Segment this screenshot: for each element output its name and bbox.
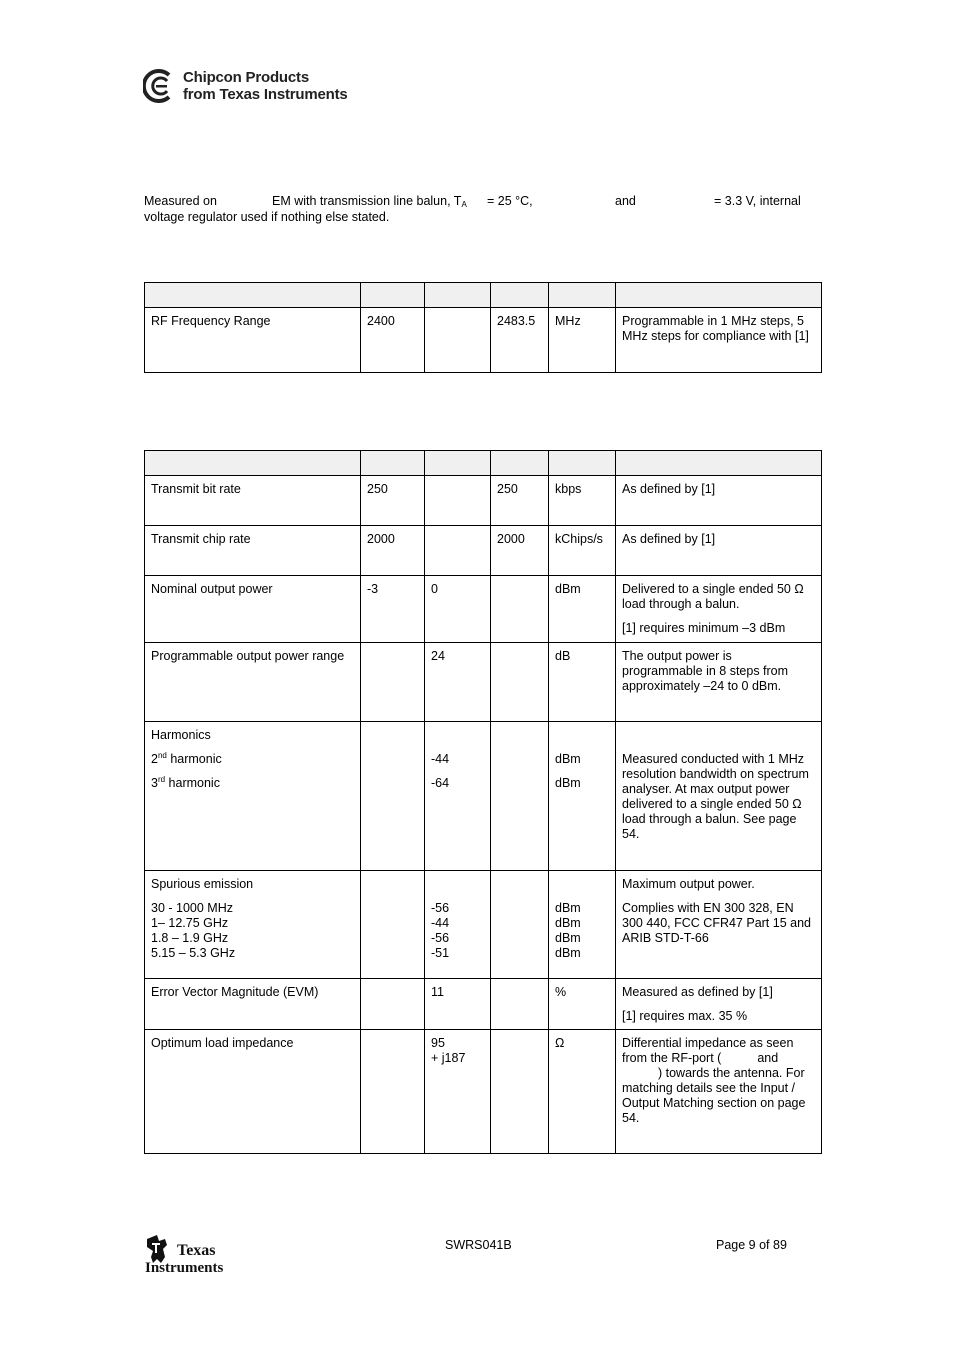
condition-cell bbox=[616, 979, 822, 1030]
condition-text: Measured conducted with 1 MHz resolution bandwidth on spectrum analyser. At max output power delivered to a single ended 50 Ω load through a balun. See page 54. bbox=[622, 752, 809, 841]
condition-text: Measured as defined by [1] bbox=[622, 985, 773, 999]
typ-cell bbox=[425, 476, 491, 526]
param-cell: Optimum load impedance bbox=[145, 1030, 361, 1154]
intro-paragraph bbox=[144, 193, 810, 225]
unit-cell: dBm bbox=[549, 576, 616, 643]
typ-cell: 11 bbox=[425, 979, 491, 1030]
condition-line1: Differential impedance as seen bbox=[622, 1036, 794, 1050]
table-row bbox=[145, 526, 822, 576]
typ-cell: 24 bbox=[425, 643, 491, 722]
logo-line2: from Texas Instruments bbox=[183, 86, 348, 103]
max-cell bbox=[491, 643, 549, 722]
param-cell: Error Vector Magnitude (EVM) bbox=[145, 979, 361, 1030]
min-cell bbox=[361, 1030, 425, 1154]
condition-cell: As defined by [1] bbox=[616, 526, 822, 576]
texas-instruments-logo bbox=[143, 1233, 263, 1275]
table-header-row bbox=[145, 283, 822, 308]
max-cell bbox=[491, 722, 549, 871]
intro-word4: and bbox=[615, 194, 636, 208]
condition-cell bbox=[616, 1030, 822, 1154]
table-header-row bbox=[145, 451, 822, 476]
intro-word2: EM with transmission line balun, $T_A$ bbox=[272, 194, 467, 209]
harmonics-label: Harmonics bbox=[151, 728, 211, 742]
harmonic-3rd-unit: dBm bbox=[555, 776, 581, 790]
list-item: -56 bbox=[431, 931, 450, 945]
param-cell: Programmable output power range bbox=[145, 643, 361, 722]
table-row bbox=[145, 308, 822, 373]
condition-cell bbox=[616, 576, 822, 643]
unit-cell: Ω bbox=[549, 1030, 616, 1154]
condition-cell: As defined by [1] bbox=[616, 476, 822, 526]
chipcon-logo-text bbox=[183, 69, 348, 103]
impedance-real: 95 bbox=[431, 1036, 445, 1050]
max-cell bbox=[491, 576, 549, 643]
unit-cell: MHz bbox=[549, 308, 616, 373]
table-row bbox=[145, 476, 822, 526]
max-cell bbox=[491, 1030, 549, 1154]
svg-text:Instruments: Instruments bbox=[145, 1260, 224, 1275]
list-item: 30 - 1000 MHz bbox=[151, 901, 233, 915]
unit-cell bbox=[549, 871, 616, 979]
ti-state-icon bbox=[147, 1235, 167, 1263]
condition-text: Delivered to a single ended 50 Ω load through a balun. bbox=[622, 582, 804, 611]
max-cell bbox=[491, 979, 549, 1030]
condition-note: Complies with EN 300 328, EN 300 440, FCC CFR47 Part 15 and ARIB STD-T-66 bbox=[622, 901, 811, 945]
max-cell: 2000 bbox=[491, 526, 549, 576]
unit-cell bbox=[549, 722, 616, 871]
min-cell bbox=[361, 722, 425, 871]
document-id: SWRS041B bbox=[445, 1238, 512, 1252]
spurious-label: Spurious emission bbox=[151, 877, 254, 891]
typ-cell bbox=[425, 526, 491, 576]
list-item: dBm bbox=[555, 916, 581, 930]
unit-cell: kChips/s bbox=[549, 526, 616, 576]
typ-cell: 0 bbox=[425, 576, 491, 643]
harmonic-3rd-label: 3rd harmonic bbox=[151, 775, 220, 790]
condition-line3: ) towards the antenna. For matching details see the Input / Output Matching section on page 54. bbox=[622, 1066, 806, 1125]
condition-line2: from the RF-port ( and bbox=[622, 1051, 779, 1065]
table-row bbox=[145, 722, 822, 871]
list-item: -44 bbox=[431, 916, 450, 930]
intro-word3: = 25 °C, bbox=[487, 194, 533, 208]
list-item: 1– 12.75 GHz bbox=[151, 916, 229, 930]
table-row bbox=[145, 643, 822, 722]
list-item: 1.8 – 1.9 GHz bbox=[151, 931, 229, 945]
condition-text: Maximum output power. bbox=[622, 877, 755, 891]
logo-line1: Chipcon Products bbox=[183, 69, 309, 86]
rf-frequency-table bbox=[144, 282, 822, 373]
min-cell: 250 bbox=[361, 476, 425, 526]
typ-cell bbox=[425, 722, 491, 871]
impedance-imag: + j187 bbox=[431, 1051, 466, 1065]
intro-word1: Measured on bbox=[144, 194, 217, 208]
condition-cell: The output power is programmable in 8 steps from approximately –24 to 0 dBm. bbox=[616, 643, 822, 722]
max-cell bbox=[491, 871, 549, 979]
param-cell bbox=[145, 722, 361, 871]
typ-cell bbox=[425, 871, 491, 979]
list-item: dBm bbox=[555, 946, 581, 960]
harmonic-3rd-typ: -64 bbox=[431, 776, 450, 790]
max-cell: 2483.5 bbox=[491, 308, 549, 373]
param-cell bbox=[145, 871, 361, 979]
harmonic-2nd-typ: -44 bbox=[431, 752, 450, 766]
unit-cell: kbps bbox=[549, 476, 616, 526]
intro-line2: voltage regulator used if nothing else stated. bbox=[144, 210, 390, 224]
harmonic-2nd-label: 2nd harmonic bbox=[151, 751, 222, 766]
typ-cell bbox=[425, 1030, 491, 1154]
table-row bbox=[145, 979, 822, 1030]
min-cell: 2400 bbox=[361, 308, 425, 373]
transmit-spec-table bbox=[144, 450, 822, 1154]
param-cell: RF Frequency Range bbox=[145, 308, 361, 373]
unit-cell: % bbox=[549, 979, 616, 1030]
harmonic-2nd-unit: dBm bbox=[555, 752, 581, 766]
min-cell bbox=[361, 871, 425, 979]
min-cell bbox=[361, 979, 425, 1030]
condition-note: [1] requires max. 35 % bbox=[622, 1009, 748, 1023]
svg-text:Texas: Texas bbox=[177, 1242, 216, 1259]
param-cell: Nominal output power bbox=[145, 576, 361, 643]
min-cell: 2000 bbox=[361, 526, 425, 576]
max-cell: 250 bbox=[491, 476, 549, 526]
list-item: -51 bbox=[431, 946, 450, 960]
unit-cell: dB bbox=[549, 643, 616, 722]
table-row bbox=[145, 871, 822, 979]
table-row bbox=[145, 576, 822, 643]
condition-cell bbox=[616, 871, 822, 979]
band-list bbox=[151, 901, 354, 961]
param-cell: Transmit bit rate bbox=[145, 476, 361, 526]
condition-cell bbox=[616, 722, 822, 871]
list-item: -56 bbox=[431, 901, 450, 915]
page-number: Page 9 of 89 bbox=[716, 1238, 787, 1252]
min-cell: -3 bbox=[361, 576, 425, 643]
list-item: 5.15 – 5.3 GHz bbox=[151, 946, 236, 960]
typ-cell bbox=[425, 308, 491, 373]
condition-note: [1] requires minimum –3 dBm bbox=[622, 621, 786, 635]
min-cell bbox=[361, 643, 425, 722]
param-cell: Transmit chip rate bbox=[145, 526, 361, 576]
list-item: dBm bbox=[555, 931, 581, 945]
list-item: dBm bbox=[555, 901, 581, 915]
table-row bbox=[145, 1030, 822, 1154]
chipcon-logo-icon bbox=[143, 68, 179, 104]
intro-word5: = 3.3 V, internal bbox=[714, 194, 801, 208]
condition-cell: Programmable in 1 MHz steps, 5 MHz steps for compliance with [1] bbox=[616, 308, 822, 373]
